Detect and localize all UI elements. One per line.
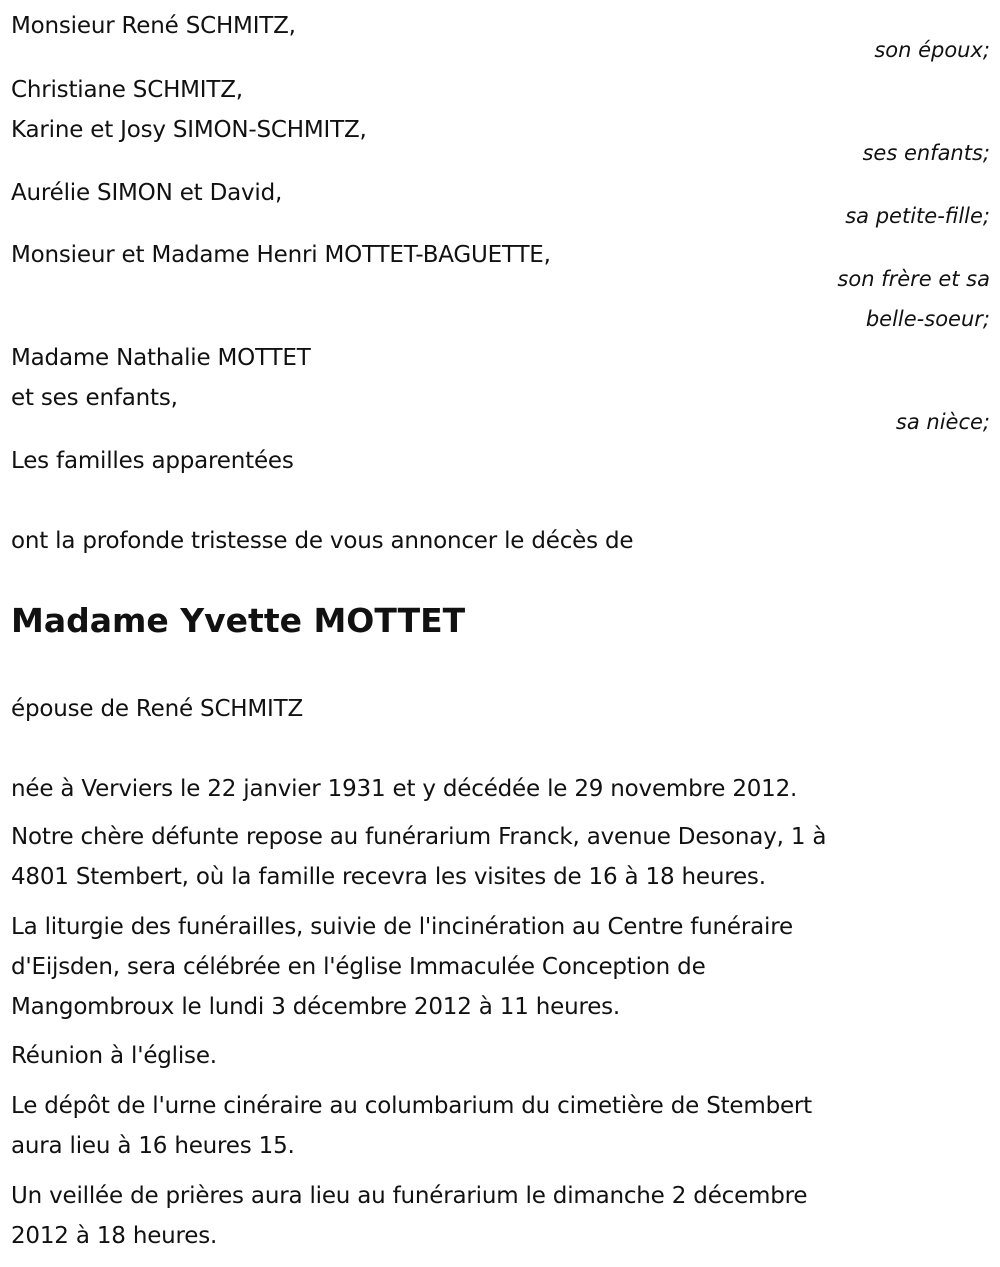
family-name: et ses enfants,: [11, 385, 178, 411]
family-name: Karine et Josy SIMON-SCHMITZ,: [11, 117, 367, 143]
family-name: Christiane SCHMITZ,: [11, 77, 243, 103]
family-name: Les familles apparentées: [11, 448, 294, 474]
family-name: Aurélie SIMON et David,: [11, 180, 283, 206]
relation-label: son frère et sa: [837, 267, 990, 291]
announcement-text: ont la profonde tristesse de vous annoncer le décès de: [11, 528, 634, 554]
birth-death-line: née à Verviers le 22 janvier 1931 et y décédée le 29 novembre 2012.: [11, 776, 798, 802]
meeting-line: Réunion à l'église.: [11, 1043, 217, 1069]
spouse-line: épouse de René SCHMITZ: [11, 696, 304, 722]
liturgy-line: La liturgie des funérailles, suivie de l'incinération au Centre funéraire: [11, 914, 793, 940]
family-name: Madame Nathalie MOTTET: [11, 345, 311, 371]
relation-label: ses enfants;: [862, 141, 990, 165]
deceased-name: Madame Yvette MOTTET: [11, 601, 466, 640]
vigil-line: 2012 à 18 heures.: [11, 1223, 218, 1249]
vigil-line: Un veillée de prières aura lieu au funérarium le dimanche 2 décembre: [11, 1183, 808, 1209]
relation-label: son époux;: [874, 38, 990, 62]
liturgy-line: Mangombroux le lundi 3 décembre 2012 à 11 heures.: [11, 994, 621, 1020]
relation-label: belle-soeur;: [865, 307, 990, 331]
funerarium-line: 4801 Stembert, où la famille recevra les visites de 16 à 18 heures.: [11, 864, 766, 890]
liturgy-line: d'Eijsden, sera célébrée en l'église Immaculée Conception de: [11, 954, 706, 980]
relation-label: sa nièce;: [895, 410, 990, 434]
family-name: Monsieur René SCHMITZ,: [11, 13, 296, 39]
urn-line: aura lieu à 16 heures 15.: [11, 1133, 295, 1159]
relation-label: sa petite-fille;: [845, 204, 990, 228]
family-name: Monsieur et Madame Henri MOTTET-BAGUETTE,: [11, 242, 551, 268]
urn-line: Le dépôt de l'urne cinéraire au columbarium du cimetière de Stembert: [11, 1093, 812, 1119]
funerarium-line: Notre chère défunte repose au funérarium Franck, avenue Desonay, 1 à: [11, 824, 827, 850]
